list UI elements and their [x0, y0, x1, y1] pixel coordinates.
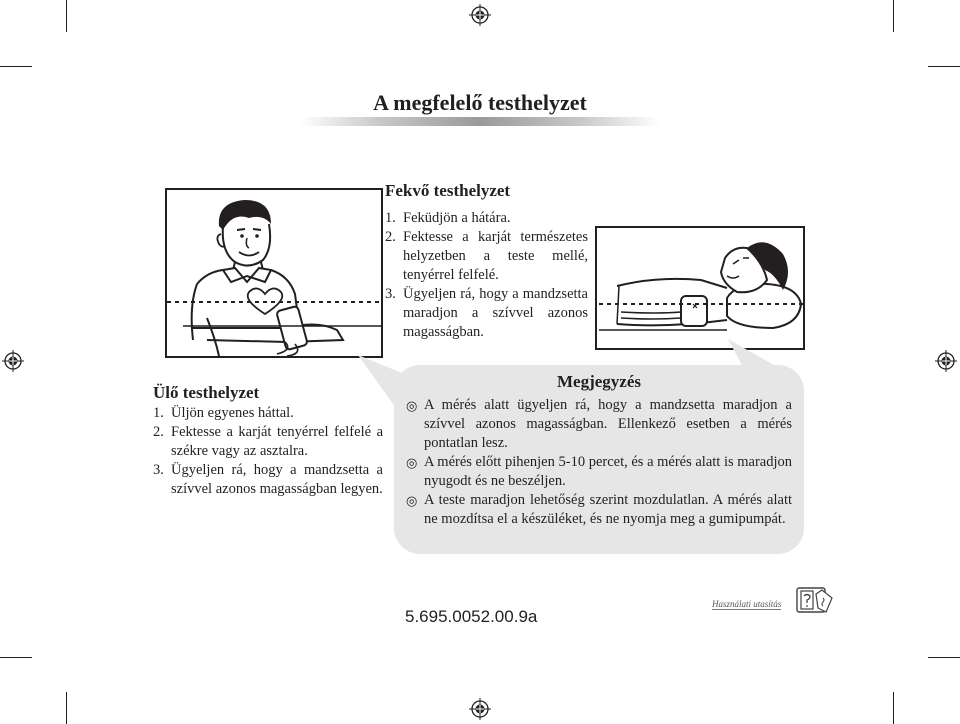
list-item — [406, 396, 792, 453]
note-text: A teste maradjon lehetőség szerint mozdulatlan. A mérés alatt ne mozdítsa el a készüléket, és ne nyomja meg a gumipumpát. — [424, 492, 792, 527]
crop-mark — [0, 66, 32, 67]
sitting-position-illustration — [165, 188, 383, 358]
sitting-steps-list — [153, 404, 383, 499]
step-number: 1. — [385, 210, 396, 226]
note-box — [394, 365, 804, 554]
crop-mark — [66, 692, 67, 724]
sitting-position-section — [153, 383, 383, 499]
crop-mark — [928, 66, 960, 67]
list-item — [406, 491, 792, 529]
step-number: 2. — [385, 229, 396, 245]
list-item — [153, 461, 383, 499]
crop-mark — [928, 657, 960, 658]
lying-position-heading: Fekvő testhelyzet — [385, 181, 511, 200]
registration-mark-icon — [469, 4, 491, 26]
page-title: A megfelelő testhelyzet — [373, 90, 587, 115]
manual-book-icon — [796, 586, 834, 616]
registration-mark-icon — [469, 698, 491, 720]
sitting-position-heading: Ülő testhelyzet — [153, 383, 260, 402]
lying-man-drawing — [597, 228, 803, 348]
list-item — [385, 285, 588, 342]
note-title: Megjegyzés — [556, 372, 641, 391]
registration-mark-icon — [2, 350, 24, 372]
step-number: 2. — [153, 424, 164, 440]
document-code: 5.695.0052.00.9a — [405, 607, 538, 626]
step-number: 3. — [385, 286, 396, 302]
crop-mark — [66, 0, 67, 32]
crop-mark — [0, 657, 32, 658]
lying-position-illustration — [595, 226, 805, 350]
manual-label: Használati utasítás — [712, 599, 782, 609]
step-text: Ügyeljen rá, hogy a mandzsetta maradjon a szívvel azonos magasságban. — [403, 286, 588, 340]
lying-position-section — [385, 181, 588, 342]
bullet-icon: ◎ — [406, 398, 418, 413]
list-item — [153, 404, 383, 423]
step-text: Ügyeljen rá, hogy a mandzsetta a szívvel azonos magasságban legyen. — [171, 462, 383, 497]
lying-steps-list — [385, 209, 588, 342]
step-text: Feküdjön a hátára. — [403, 210, 511, 226]
step-text: Fektesse a karját tenyérrel felfelé a székre vagy az asztalra. — [171, 424, 383, 459]
note-text: A mérés előtt pihenjen 5-10 percet, és a mérés alatt is maradjon nyugodt és ne beszéljen. — [424, 454, 793, 489]
step-text: Üljön egyenes háttal. — [171, 405, 294, 421]
title-underline — [300, 117, 660, 126]
crop-mark — [893, 0, 894, 32]
sitting-man-drawing — [167, 190, 381, 356]
list-item — [406, 453, 792, 491]
note-text: A mérés alatt ügyeljen rá, hogy a mandzsetta maradjon a szívvel azonos magasságban. Ellenkező esetben a mérés pontatlan lesz. — [424, 397, 792, 451]
step-number: 1. — [153, 405, 164, 421]
list-item — [153, 423, 383, 461]
list-item — [385, 228, 588, 285]
step-number: 3. — [153, 462, 164, 478]
bullet-icon: ◎ — [406, 493, 418, 508]
bullet-icon: ◎ — [406, 455, 418, 470]
list-item — [385, 209, 588, 228]
crop-mark — [893, 692, 894, 724]
registration-mark-icon — [935, 350, 957, 372]
step-text: Fektesse a karját természetes helyzetben a teste mellé, tenyérrel felfelé. — [403, 229, 588, 283]
